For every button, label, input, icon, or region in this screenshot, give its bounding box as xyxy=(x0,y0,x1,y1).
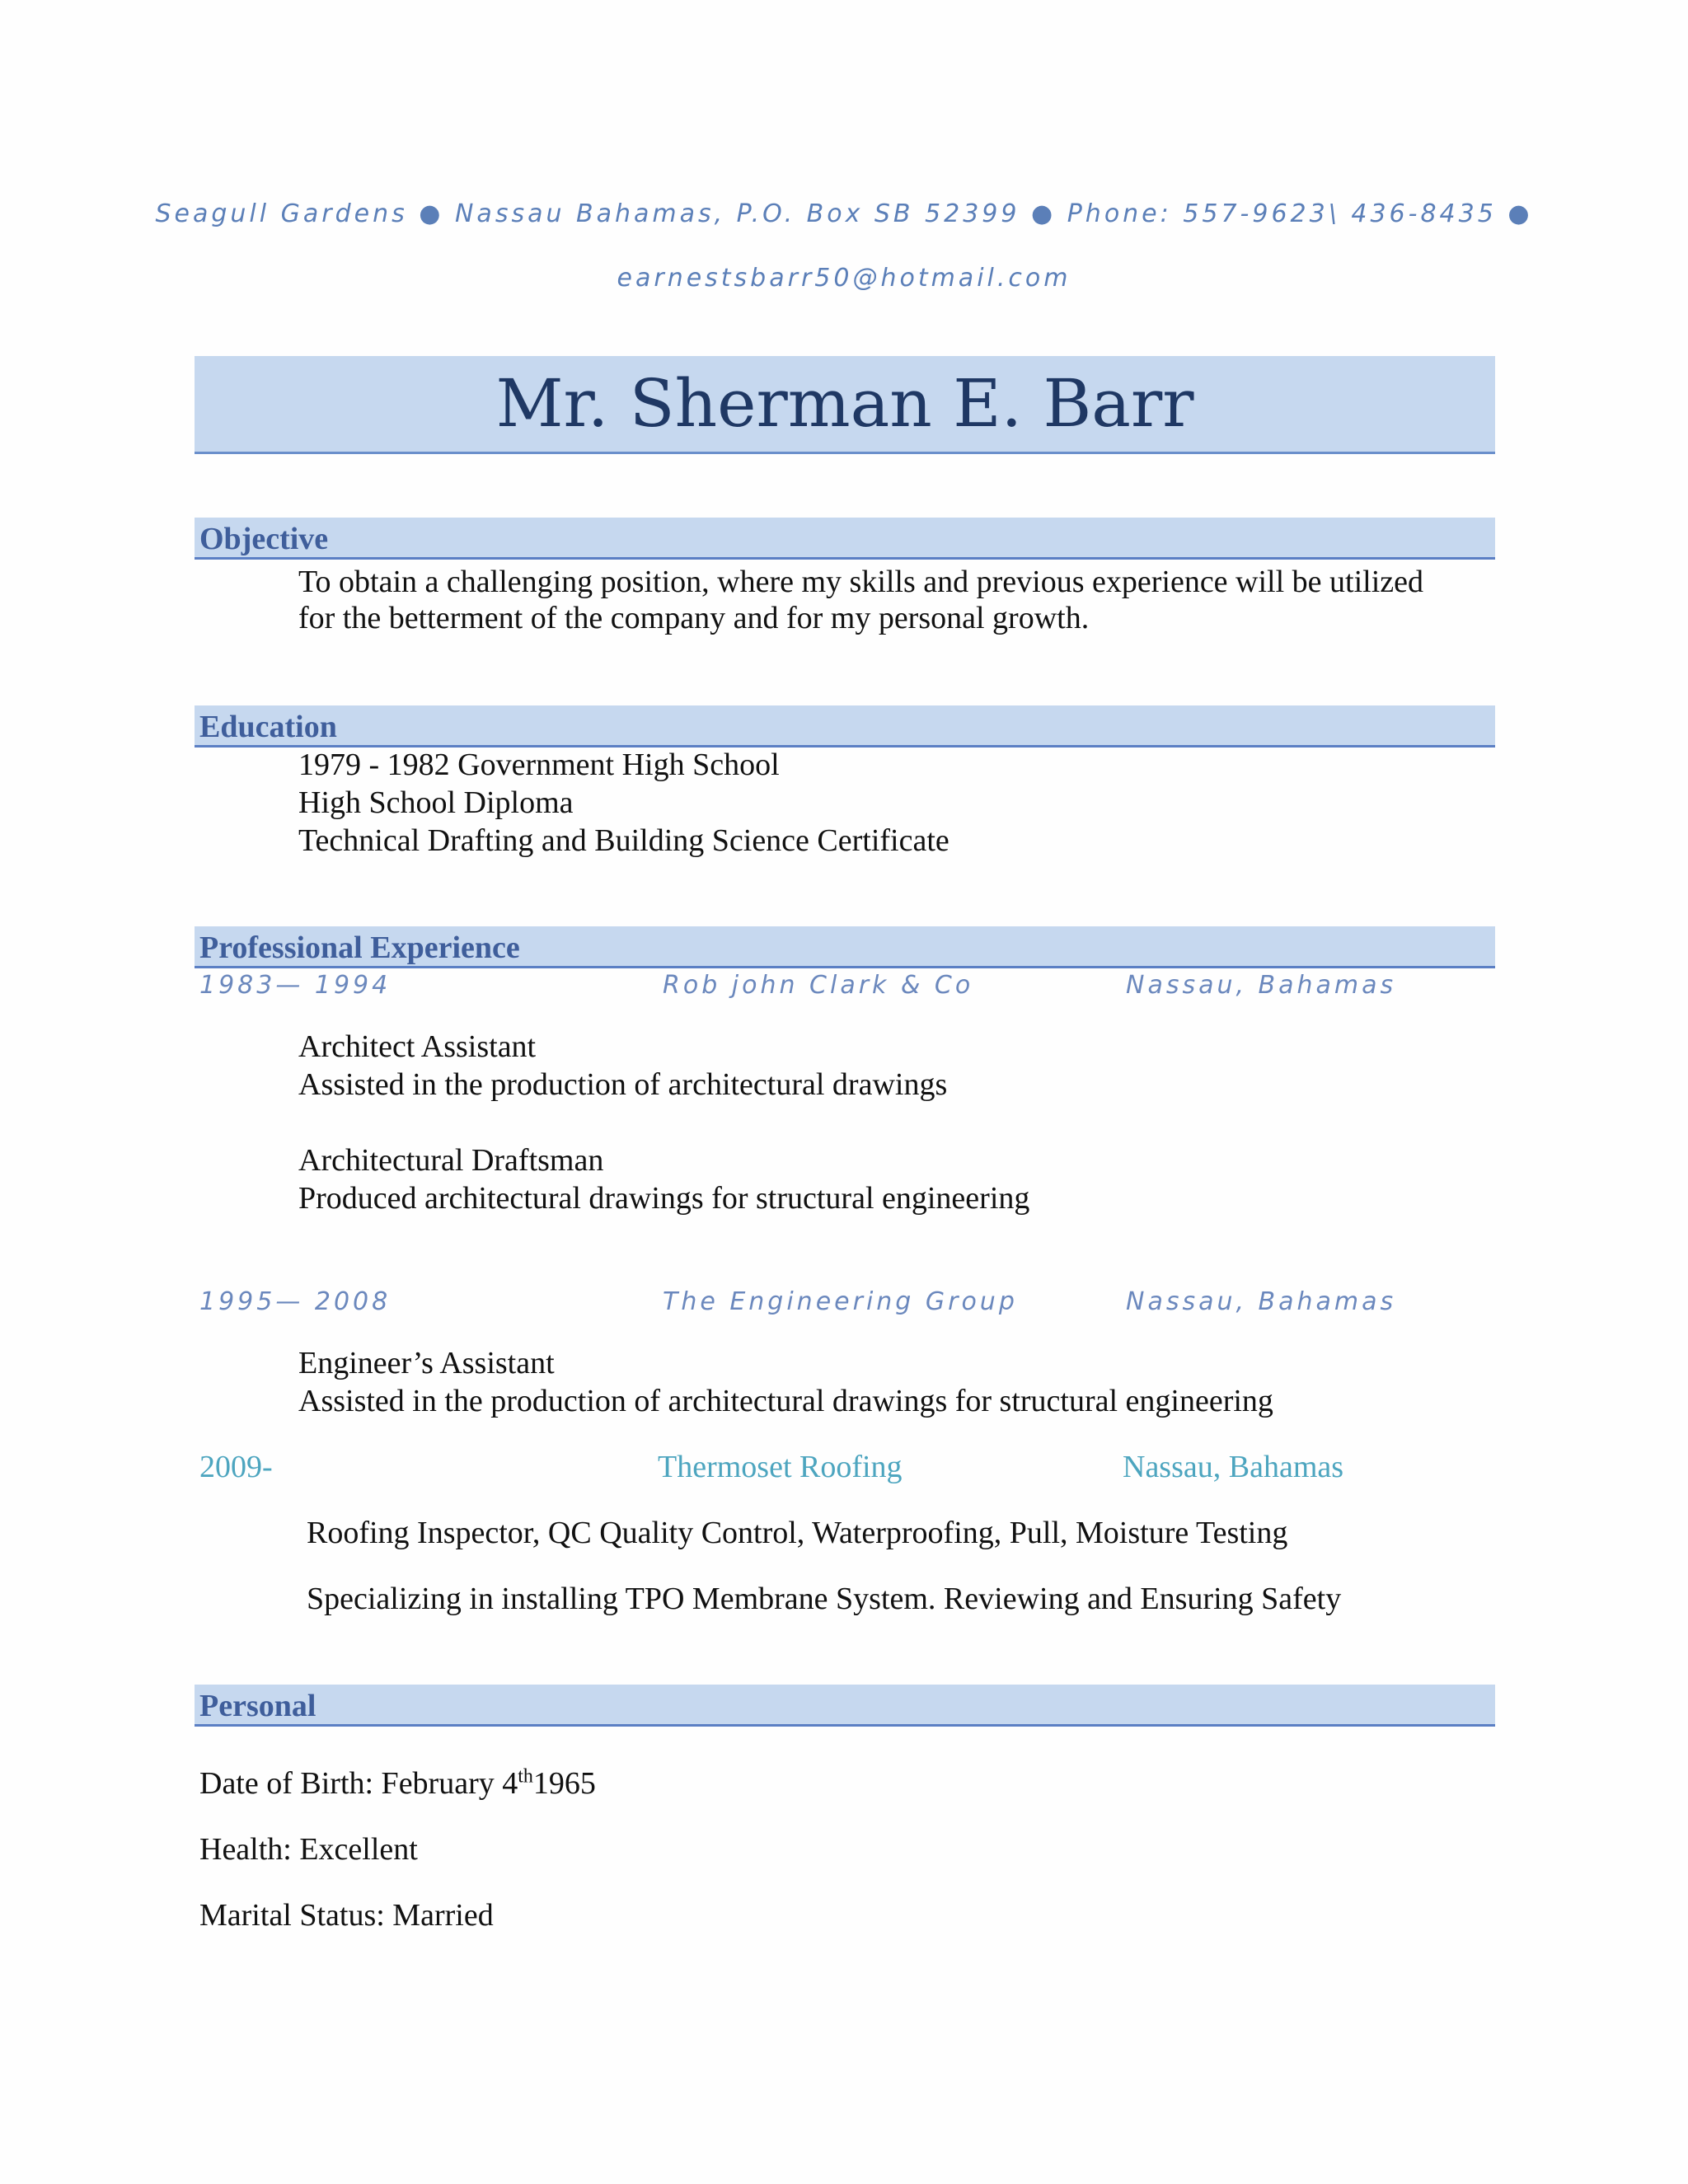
role-description: Roofing Inspector, QC Quality Control, Waterproofing, Pull, Moisture Testing xyxy=(307,1516,1288,1550)
role-title: Architect Assistant xyxy=(298,1029,537,1064)
job-dates: 2009- xyxy=(199,1450,273,1484)
section-heading-personal xyxy=(195,1685,1495,1727)
dob-ordinal-suffix: th xyxy=(518,1765,533,1788)
dob-label: Date of Birth: February 4 xyxy=(199,1766,518,1801)
job-location: Nassau, Bahamas xyxy=(1126,971,1397,1000)
objective-line: for the betterment of the company and for my personal growth. xyxy=(298,601,1090,635)
education-line: 1979 - 1982 Government High School xyxy=(298,748,780,782)
section-heading-label: Objective xyxy=(199,522,329,556)
job-company: Rob john Clark & Co xyxy=(663,971,974,1000)
section-heading-objective xyxy=(195,518,1495,560)
role-description: Assisted in the production of architectural drawings for structural engineering xyxy=(298,1384,1273,1418)
health-status: Health: Excellent xyxy=(199,1832,418,1867)
education-line: High School Diploma xyxy=(298,785,574,820)
contact-address-phone: Seagull Gardens ● Nassau Bahamas, P.O. Box SB 52399 ● Phone: 557-9623\ 436-8435 ● xyxy=(155,199,1533,228)
job-location: Nassau, Bahamas xyxy=(1123,1450,1344,1484)
role-description: Produced architectural drawings for structural engineering xyxy=(298,1181,1030,1216)
section-heading-experience xyxy=(195,926,1495,968)
section-heading-label: Professional Experience xyxy=(199,930,520,965)
role-title: Engineer’s Assistant xyxy=(298,1346,555,1380)
role-description: Specializing in installing TPO Membrane System. Reviewing and Ensuring Safety xyxy=(307,1582,1342,1616)
objective-line: To obtain a challenging position, where my skills and previous experience will be utilized xyxy=(298,565,1423,599)
job-location: Nassau, Bahamas xyxy=(1126,1287,1397,1316)
job-dates: 1983— 1994 xyxy=(199,971,392,1000)
contact-email: earnestsbarr50@hotmail.com xyxy=(617,264,1071,293)
marital-status: Marital Status: Married xyxy=(199,1898,494,1933)
name-banner xyxy=(195,356,1495,454)
job-dates: 1995— 2008 xyxy=(199,1287,392,1316)
role-title: Architectural Draftsman xyxy=(298,1143,604,1178)
full-name: Mr. Sherman E. Barr xyxy=(495,365,1194,442)
job-company: The Engineering Group xyxy=(663,1287,1018,1316)
job-company: Thermoset Roofing xyxy=(658,1450,903,1484)
education-line: Technical Drafting and Building Science Certificate xyxy=(298,823,950,858)
role-description: Assisted in the production of architectural drawings xyxy=(298,1067,948,1102)
dob-year: 1965 xyxy=(532,1766,596,1801)
date-of-birth xyxy=(199,1765,596,1802)
section-heading-education xyxy=(195,705,1495,748)
section-heading-label: Personal xyxy=(199,1689,316,1723)
section-heading-label: Education xyxy=(199,710,337,744)
